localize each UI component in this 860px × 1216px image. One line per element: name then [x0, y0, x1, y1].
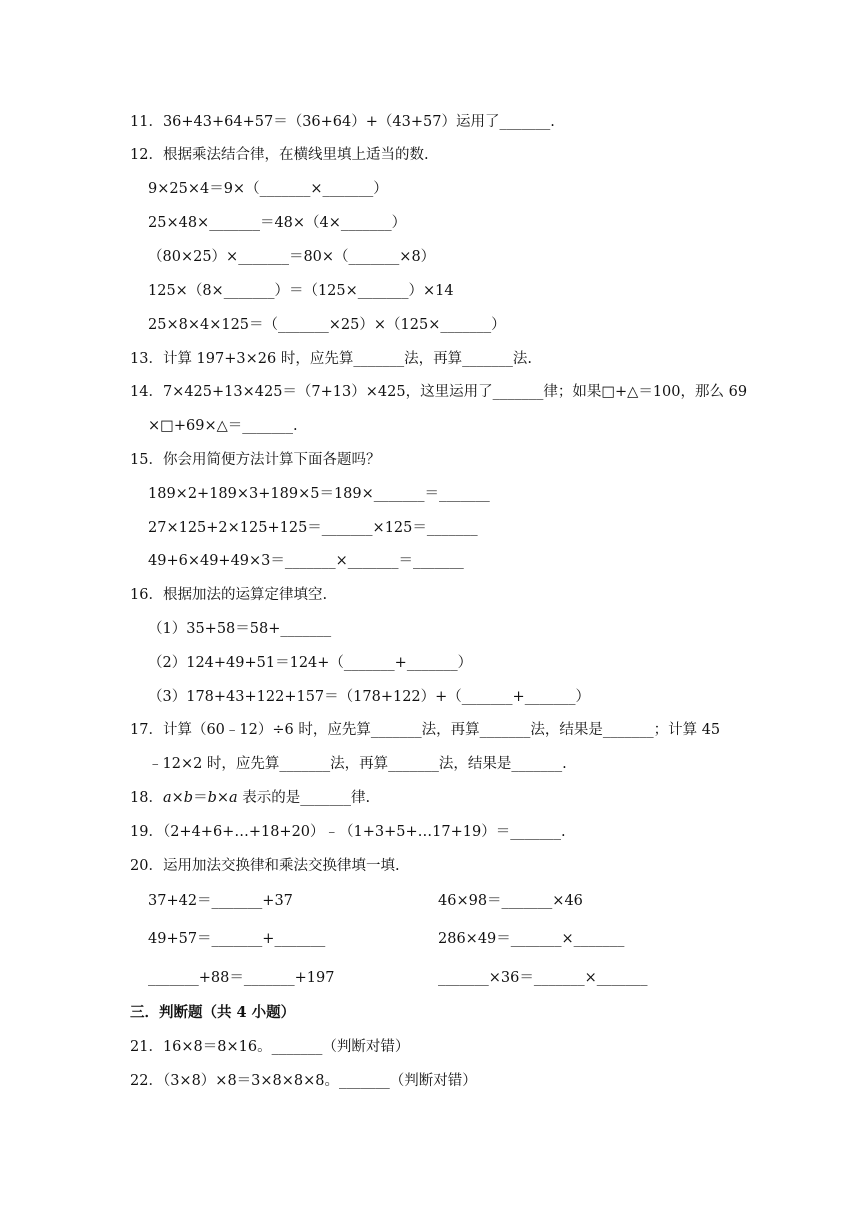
variable-a: a: [162, 790, 172, 806]
question-15-line-1: 189×2+189×3+189×5＝189×_______＝_______: [148, 486, 490, 502]
question-16-line-2: （2）124+49+51＝124+（_______+_______）: [148, 655, 473, 671]
question-20-row-2-right: 286×49＝_______×_______: [438, 931, 625, 947]
question-14-line-1: 14．7×425+13×425＝（7+13）×425，这里运用了_______律；如果□+△＝100，那么 69: [130, 384, 748, 400]
question-15-line-3: 49+6×49+49×3＝_______×_______＝_______: [148, 553, 464, 569]
variable-b: b: [183, 790, 194, 806]
question-20-row-3-left: _______+88＝_______+197: [148, 970, 335, 986]
question-17-line-2: ﹣12×2 时，应先算_______法，再算_______法，结果是_______.: [148, 756, 567, 772]
question-19: 19．（2+4+6+…+18+20）﹣（1+3+5+…17+19）＝_______.: [130, 824, 566, 840]
question-20-row-2-left: 49+57＝_______+_______: [148, 931, 326, 947]
question-18: [130, 788, 370, 808]
question-16-line-1: （1）35+58＝58+_______: [148, 621, 332, 637]
times-sign: ×: [171, 790, 184, 806]
question-22: 22．（3×8）×8＝3×8×8×8。_______（判断对错）: [130, 1073, 477, 1089]
question-20-row-3-right: _______×36＝_______×_______: [438, 970, 648, 986]
question-17-line-1: 17．计算（60﹣12）÷6 时，应先算_______法，再算_______法，结果是_______；计算 45: [130, 722, 721, 738]
question-12-line-3: （80×25）×_______＝80×（_______×8）: [148, 249, 436, 265]
section-heading: 三．判断题（共 4 小题）: [130, 1004, 296, 1021]
question-20-row-1-right: 46×98＝_______×46: [438, 893, 583, 909]
question-16-line-3: （3）178+43+122+157＝（178+122）+（_______+_______）: [148, 689, 590, 705]
question-18-number: 18．: [130, 790, 163, 806]
times-sign: ×: [216, 790, 230, 806]
question-15-line-2: 27×125+2×125+125＝_______×125＝_______: [148, 520, 478, 536]
variable-a: a: [229, 790, 238, 806]
question-12-line-1: 9×25×4＝9×（_______×_______）: [148, 181, 388, 197]
question-12-line-2: 25×48×_______＝48×（4×_______）: [148, 215, 407, 231]
question-16-title: 16．根据加法的运算定律填空.: [130, 587, 328, 603]
question-12-title: 12．根据乘法结合律，在横线里填上适当的数.: [130, 147, 429, 163]
question-18-text: 表示的是_______律.: [237, 790, 371, 806]
question-20-row-1-left: 37+42＝_______+37: [148, 893, 293, 909]
equals-sign: ＝: [193, 790, 208, 806]
question-20-title: 20．运用加法交换律和乘法交换律填一填.: [130, 858, 400, 874]
question-12-line-4: 125×（8×_______）＝（125×_______）×14: [148, 283, 454, 299]
question-13: 13．计算 197+3×26 时，应先算_______法，再算_______法.: [130, 351, 532, 367]
question-14-line-2: ×□+69×△＝_______.: [148, 418, 298, 434]
question-12-line-5: 25×8×4×125＝（_______×25）×（125×_______）: [148, 317, 506, 333]
question-11: 11．36+43+64+57＝（36+64）+（43+57）运用了_______.: [130, 114, 555, 130]
question-15-title: 15．你会用简便方法计算下面各题吗？: [130, 452, 381, 468]
variable-b: b: [207, 790, 217, 806]
question-21: 21．16×8＝8×16。_______（判断对错）: [130, 1039, 410, 1055]
